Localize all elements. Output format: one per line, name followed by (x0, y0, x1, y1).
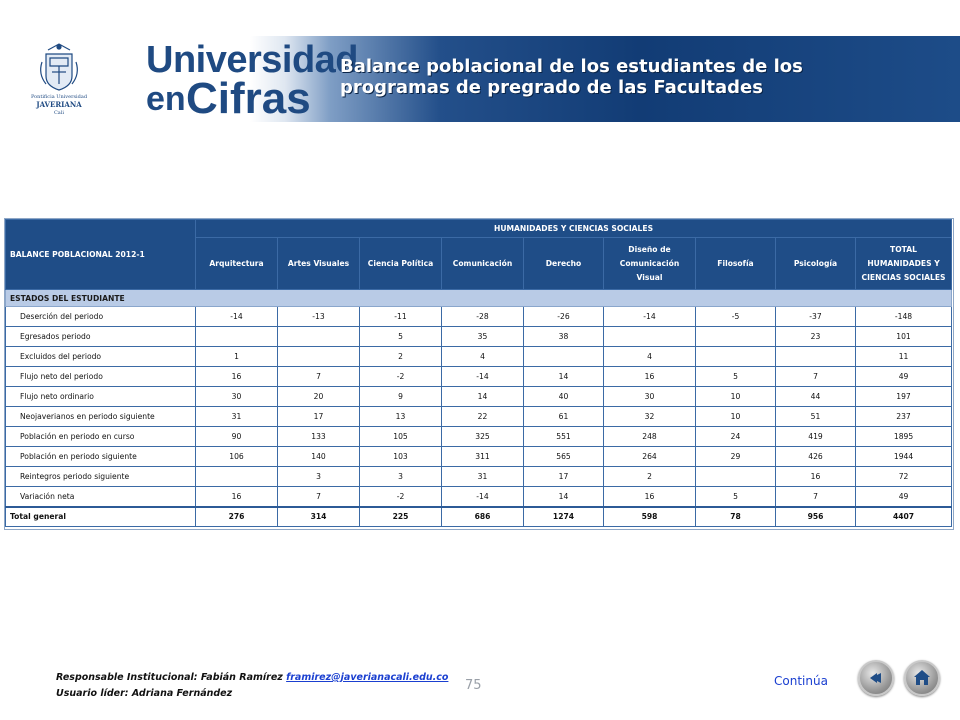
group-header: HUMANIDADES Y CIENCIAS SOCIALES (196, 220, 952, 238)
table-cell: 29 (696, 447, 776, 467)
table-cell: 32 (604, 407, 696, 427)
table-cell: 106 (196, 447, 278, 467)
table-cell: 2 (604, 467, 696, 487)
table-cell: 956 (776, 507, 856, 527)
table-cell: 4 (442, 347, 524, 367)
table-cell: -148 (856, 307, 952, 327)
table-cell: 7 (776, 487, 856, 507)
table-cell: 23 (776, 327, 856, 347)
university-crest-icon (0, 36, 118, 122)
row-label: Variación neta (6, 487, 196, 507)
table-cell (604, 327, 696, 347)
table-cell: 14 (524, 367, 604, 387)
table-cell: 5 (696, 487, 776, 507)
table-cell: -28 (442, 307, 524, 327)
table-cell: 264 (604, 447, 696, 467)
table-cell: 38 (524, 327, 604, 347)
column-header: Comunicación (442, 238, 524, 290)
table-row (6, 387, 952, 407)
table-cell: 24 (696, 427, 776, 447)
table-cell: 1895 (856, 427, 952, 447)
table-cell: 13 (360, 407, 442, 427)
title-line-2: programas de pregrado de las Facultades (340, 77, 763, 98)
table-cell: 225 (360, 507, 442, 527)
table-row (6, 307, 952, 327)
table-cell: 5 (696, 367, 776, 387)
row-label: Población en periodo en curso (6, 427, 196, 447)
table-cell: 7 (278, 367, 360, 387)
table-cell (696, 467, 776, 487)
table-cell: 686 (442, 507, 524, 527)
table-cell: 10 (696, 387, 776, 407)
column-header: TOTAL HUMANIDADES Y CIENCIAS SOCIALES (856, 238, 952, 290)
table-cell: -13 (278, 307, 360, 327)
svg-text:Cali: Cali (53, 110, 65, 116)
table-cell: 276 (196, 507, 278, 527)
table-corner-label: BALANCE POBLACIONAL 2012-1 (6, 220, 196, 290)
table-cell: 7 (776, 367, 856, 387)
population-table-container (4, 218, 954, 530)
table-row (6, 367, 952, 387)
brand-universidad: Universidad (146, 39, 359, 81)
table-row (6, 327, 952, 347)
table-cell: 30 (604, 387, 696, 407)
table-cell: 103 (360, 447, 442, 467)
table-cell (278, 327, 360, 347)
table-cell: 140 (278, 447, 360, 467)
table-cell: -14 (196, 307, 278, 327)
table-cell: 2 (360, 347, 442, 367)
table-cell (524, 347, 604, 367)
table-cell: 72 (856, 467, 952, 487)
table-cell: 237 (856, 407, 952, 427)
table-cell: 551 (524, 427, 604, 447)
table-cell: 16 (604, 367, 696, 387)
table-cell: 133 (278, 427, 360, 447)
table-cell: 10 (696, 407, 776, 427)
table-cell (196, 327, 278, 347)
table-cell (196, 467, 278, 487)
table-cell: 16 (776, 467, 856, 487)
column-header: Derecho (524, 238, 604, 290)
table-body (6, 290, 952, 527)
table-cell: 1 (196, 347, 278, 367)
table-cell: -14 (442, 487, 524, 507)
population-table (5, 219, 952, 527)
table-cell: 14 (524, 487, 604, 507)
table-cell: 35 (442, 327, 524, 347)
row-label: Reintegros periodo siguiente (6, 467, 196, 487)
table-cell: 14 (442, 387, 524, 407)
table-cell: 30 (196, 387, 278, 407)
university-logo (0, 36, 118, 122)
page-title (340, 56, 940, 98)
header-banner (0, 36, 960, 122)
table-row (6, 467, 952, 487)
table-cell: -26 (524, 307, 604, 327)
section-row (6, 290, 952, 307)
brand-cifras: Cifras (186, 74, 311, 122)
total-row (6, 507, 952, 527)
table-cell: 1274 (524, 507, 604, 527)
table-cell: 16 (196, 487, 278, 507)
table-cell: 598 (604, 507, 696, 527)
table-cell: 20 (278, 387, 360, 407)
table-cell: 105 (360, 427, 442, 447)
responsible-text: Responsable Institucional: Fabián Ramírez (56, 672, 283, 683)
table-cell: 44 (776, 387, 856, 407)
column-header: Diseño de Comunicación Visual (604, 238, 696, 290)
table-cell: 325 (442, 427, 524, 447)
table-cell: 419 (776, 427, 856, 447)
table-cell: 4 (604, 347, 696, 367)
table-cell: 311 (442, 447, 524, 467)
brand-en: en (146, 80, 186, 118)
table-cell: 16 (196, 367, 278, 387)
table-cell: 22 (442, 407, 524, 427)
title-line-1: Balance poblacional de los estudiantes de los (340, 56, 803, 77)
table-row (6, 407, 952, 427)
table-cell: 197 (856, 387, 952, 407)
table-cell (696, 347, 776, 367)
table-cell: -2 (360, 487, 442, 507)
table-cell: 40 (524, 387, 604, 407)
table-cell: 11 (856, 347, 952, 367)
table-cell: 61 (524, 407, 604, 427)
table-row (6, 447, 952, 467)
table-cell: 17 (524, 467, 604, 487)
table-cell: 7 (278, 487, 360, 507)
table-cell: 565 (524, 447, 604, 467)
row-label: Egresados periodo (6, 327, 196, 347)
row-label: Excluidos del periodo (6, 347, 196, 367)
table-cell: -11 (360, 307, 442, 327)
row-label: Total general (6, 507, 196, 527)
svg-text:JAVERIANA: JAVERIANA (36, 100, 82, 109)
table-cell (776, 347, 856, 367)
table-cell: -2 (360, 367, 442, 387)
row-label: Población en periodo siguiente (6, 447, 196, 467)
table-cell: 314 (278, 507, 360, 527)
table-cell: 17 (278, 407, 360, 427)
table-cell: 78 (696, 507, 776, 527)
table-cell: 426 (776, 447, 856, 467)
table-cell: 9 (360, 387, 442, 407)
table-row (6, 487, 952, 507)
row-label: Neojaverianos en periodo siguiente (6, 407, 196, 427)
table-cell: -14 (442, 367, 524, 387)
footer-credits (56, 670, 448, 702)
row-label: Deserción del periodo (6, 307, 196, 327)
table-cell: 49 (856, 367, 952, 387)
leader-line: Usuario líder: Adriana Fernández (56, 688, 233, 699)
table-row (6, 347, 952, 367)
home-icon (912, 668, 932, 688)
table-cell: 101 (856, 327, 952, 347)
table-cell: 51 (776, 407, 856, 427)
svg-text:Pontificia Universidad: Pontificia Universidad (30, 94, 88, 100)
table-cell: -5 (696, 307, 776, 327)
table-cell: 31 (196, 407, 278, 427)
table-cell: 248 (604, 427, 696, 447)
column-header: Ciencia Política (360, 238, 442, 290)
responsible-line (56, 670, 448, 686)
responsible-email-link[interactable]: framirez@javerianacali.edu.co (286, 672, 449, 683)
table-cell: 4407 (856, 507, 952, 527)
section-label: ESTADOS DEL ESTUDIANTE (6, 290, 952, 307)
row-label: Flujo neto del periodo (6, 367, 196, 387)
continue-link[interactable]: Continúa (774, 674, 828, 688)
table-cell: 49 (856, 487, 952, 507)
column-header: Psicología (776, 238, 856, 290)
page-number: 75 (465, 678, 482, 693)
home-button[interactable] (904, 660, 940, 696)
table-cell: 31 (442, 467, 524, 487)
table-cell: 90 (196, 427, 278, 447)
table-cell (696, 327, 776, 347)
table-cell: 3 (278, 467, 360, 487)
back-button[interactable] (858, 660, 894, 696)
column-header: Filosofía (696, 238, 776, 290)
back-arrow-icon (866, 668, 886, 688)
column-header: Artes Visuales (278, 238, 360, 290)
table-cell: 5 (360, 327, 442, 347)
table-cell: -14 (604, 307, 696, 327)
table-cell: 16 (604, 487, 696, 507)
table-row (6, 427, 952, 447)
table-cell (278, 347, 360, 367)
table-cell: 1944 (856, 447, 952, 467)
table-cell: -37 (776, 307, 856, 327)
table-cell: 3 (360, 467, 442, 487)
row-label: Flujo neto ordinario (6, 387, 196, 407)
column-header: Arquitectura (196, 238, 278, 290)
